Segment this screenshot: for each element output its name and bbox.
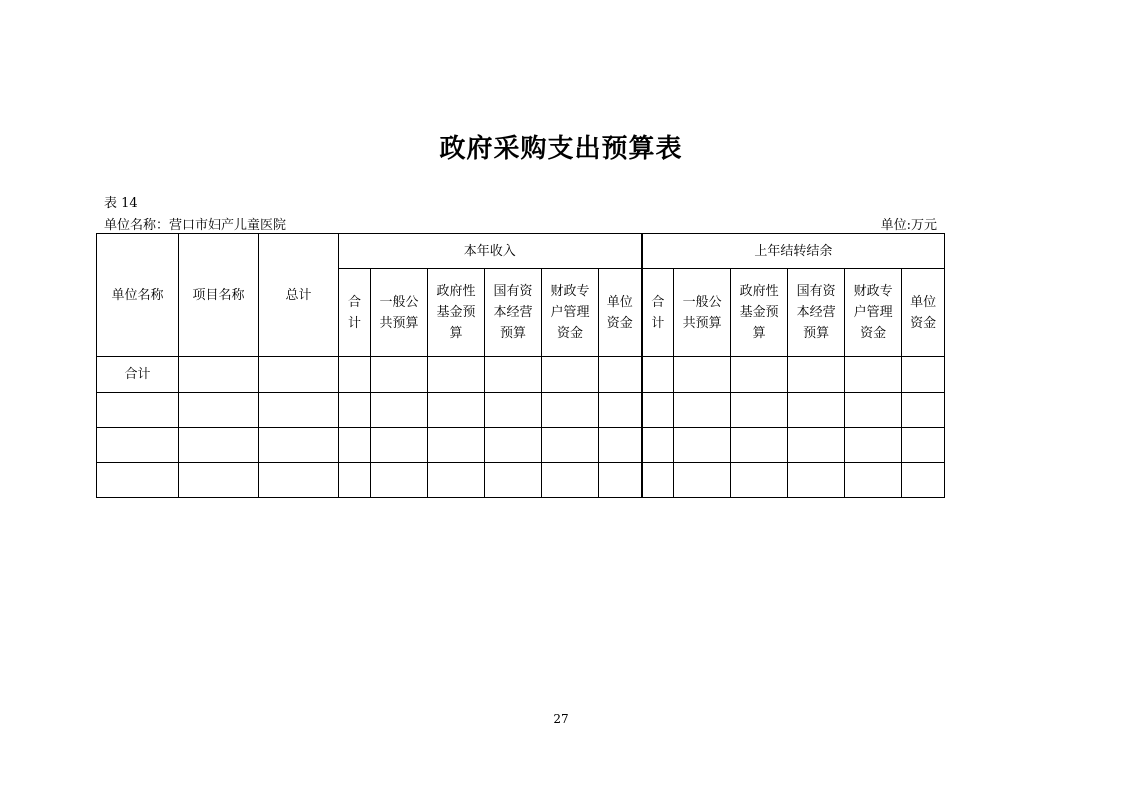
table-cell — [428, 392, 485, 427]
table-cell — [428, 357, 485, 392]
header-unit-name: 单位名称 — [97, 234, 179, 357]
row-project-name — [179, 427, 259, 462]
table-cell — [674, 392, 731, 427]
table-cell — [642, 357, 674, 392]
table-number: 表 14 — [104, 196, 138, 211]
table-cell — [428, 462, 485, 497]
table-cell — [845, 357, 902, 392]
row-total — [259, 427, 339, 462]
table-cell — [339, 357, 371, 392]
procurement-budget-table — [96, 233, 945, 498]
table-cell — [902, 392, 945, 427]
table-cell — [642, 427, 674, 462]
header-cy-unit-funds: 单位资金 — [599, 269, 642, 357]
row-project-name — [179, 392, 259, 427]
table-cell — [731, 357, 788, 392]
page-title: 政府采购支出预算表 — [439, 134, 683, 164]
table-cell — [788, 392, 845, 427]
header-py-unit-funds: 单位资金 — [902, 269, 945, 357]
table-cell — [788, 427, 845, 462]
table-cell — [731, 392, 788, 427]
header-cy-gov-fund-budget: 政府性基金预算 — [428, 269, 485, 357]
row-unit-name — [97, 462, 179, 497]
table-row — [97, 392, 945, 427]
header-total: 总计 — [259, 234, 339, 357]
header-cy-subtotal: 合计 — [339, 269, 371, 357]
table-cell — [599, 357, 642, 392]
table-cell — [371, 357, 428, 392]
table-cell — [485, 462, 542, 497]
table-cell — [542, 427, 599, 462]
table-cell — [902, 427, 945, 462]
row-total — [259, 357, 339, 392]
header-py-state-capital-budget: 国有资本经营预算 — [788, 269, 845, 357]
table-cell — [642, 392, 674, 427]
table-cell — [731, 427, 788, 462]
row-unit-name — [97, 392, 179, 427]
header-current-year-income: 本年收入 — [339, 234, 642, 269]
currency-unit-label: 单位:万元 — [880, 218, 937, 233]
table-cell — [731, 462, 788, 497]
table-cell — [485, 392, 542, 427]
table-cell — [845, 462, 902, 497]
table-cell — [371, 427, 428, 462]
table-cell — [788, 462, 845, 497]
table-cell — [902, 357, 945, 392]
header-py-special-account-funds: 财政专户管理资金 — [845, 269, 902, 357]
header-project-name: 项目名称 — [179, 234, 259, 357]
table-cell — [542, 392, 599, 427]
table-row — [97, 427, 945, 462]
table-row — [97, 462, 945, 497]
header-cy-state-capital-budget: 国有资本经营预算 — [485, 269, 542, 357]
table-cell — [339, 427, 371, 462]
table-cell — [902, 462, 945, 497]
table-cell — [371, 392, 428, 427]
header-cy-general-budget: 一般公共预算 — [371, 269, 428, 357]
table-cell — [674, 357, 731, 392]
table-cell — [845, 392, 902, 427]
row-unit-name — [97, 427, 179, 462]
header-py-subtotal: 合计 — [642, 269, 674, 357]
table-cell — [599, 427, 642, 462]
unit-name-label: 单位名称：营口市妇产儿童医院 — [104, 218, 287, 233]
row-project-name — [179, 462, 259, 497]
row-unit-name: 合计 — [97, 357, 179, 392]
table-cell — [371, 462, 428, 497]
header-py-gov-fund-budget: 政府性基金预算 — [731, 269, 788, 357]
header-cy-special-account-funds: 财政专户管理资金 — [542, 269, 599, 357]
table-cell — [542, 357, 599, 392]
table-cell — [599, 392, 642, 427]
table-cell — [788, 357, 845, 392]
page-number: 27 — [553, 712, 569, 726]
table-cell — [485, 427, 542, 462]
table-cell — [339, 462, 371, 497]
row-total — [259, 392, 339, 427]
table-cell — [542, 462, 599, 497]
row-project-name — [179, 357, 259, 392]
table-cell — [674, 462, 731, 497]
header-py-general-budget: 一般公共预算 — [674, 269, 731, 357]
table-cell — [599, 462, 642, 497]
header-prior-year-carryover: 上年结转结余 — [642, 234, 945, 269]
header-group-row — [97, 234, 945, 269]
table-row-total — [97, 357, 945, 392]
row-total — [259, 462, 339, 497]
table-cell — [428, 427, 485, 462]
table-cell — [674, 427, 731, 462]
table-cell — [485, 357, 542, 392]
table-cell — [339, 392, 371, 427]
table-cell — [845, 427, 902, 462]
table-cell — [642, 462, 674, 497]
